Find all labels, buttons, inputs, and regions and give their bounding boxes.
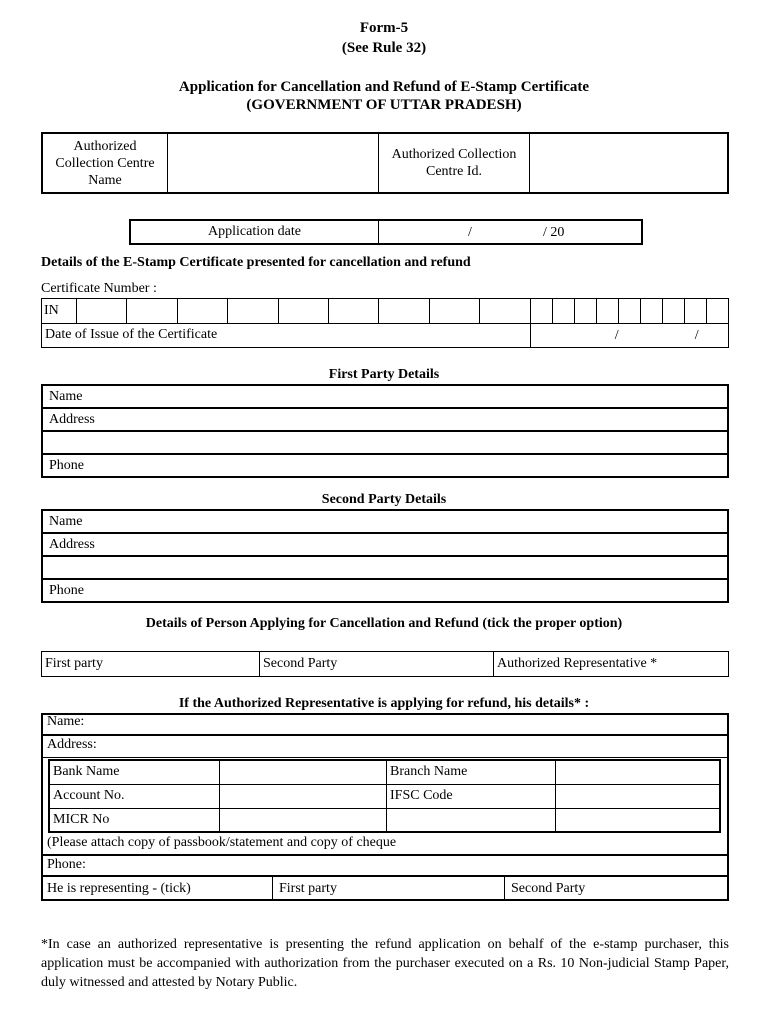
micr-label: MICR No [49, 808, 220, 832]
first-party-name[interactable]: Name [42, 385, 728, 408]
account-no-label: Account No. [49, 784, 220, 808]
cert-digit-box[interactable] [480, 299, 531, 324]
footnote: *In case an authorized representative is presenting the refund application on behalf of the e-stamp purchaser, this application must be accompanied with authorization from the purchaser executed on a Rs. 10 Non-judicial Stamp Paper, duly witnessed and attested by Notary Public. [41, 937, 729, 990]
bank-name-label: Bank Name [49, 760, 220, 784]
centre-id-field[interactable] [530, 133, 729, 193]
cert-digit-box[interactable] [640, 299, 662, 324]
cert-digit-box[interactable] [77, 299, 127, 324]
application-date-year: / 20 [543, 225, 565, 240]
cert-digit-box[interactable] [127, 299, 177, 324]
issue-date-label: Date of Issue of the Certificate [42, 323, 531, 348]
applicant-option-first-party[interactable]: First party [42, 652, 260, 677]
micr-extra-field[interactable] [387, 808, 556, 832]
ifsc-label: IFSC Code [387, 784, 556, 808]
cert-digit-box[interactable] [328, 299, 378, 324]
centre-name-label: Authorized Collection Centre Name [42, 133, 168, 193]
rule-reference: (See Rule 32) [341, 40, 427, 56]
second-party-title: Second Party Details [321, 492, 447, 507]
cert-digit-box[interactable] [662, 299, 684, 324]
cert-digit-box[interactable] [429, 299, 479, 324]
first-party-address[interactable]: Address [42, 408, 728, 431]
attach-note: (Please attach copy of passbook/statement and copy of cheque [41, 834, 729, 856]
representing-table [41, 877, 729, 901]
cert-digit-box[interactable] [379, 299, 429, 324]
second-party-table [41, 509, 729, 603]
first-party-title: First Party Details [328, 367, 440, 382]
first-party-phone[interactable]: Phone [42, 454, 728, 477]
centre-id-label: Authorized Collection Centre Id. [379, 133, 530, 193]
cert-digit-box[interactable] [552, 299, 574, 324]
ifsc-field[interactable] [556, 784, 721, 808]
representing-option-first-party[interactable]: First party [273, 877, 505, 901]
first-party-table [41, 384, 729, 478]
application-date-sep: / [468, 225, 472, 240]
branch-name-field[interactable] [556, 760, 721, 784]
form-number: Form-5 [359, 20, 409, 36]
issue-date-sep-1: / [614, 327, 619, 343]
cert-digit-box[interactable] [574, 299, 596, 324]
bank-name-field[interactable] [220, 760, 387, 784]
applicant-options-table [41, 651, 729, 677]
representing-label: He is representing - (tick) [41, 877, 273, 901]
representing-option-second-party[interactable]: Second Party [511, 881, 586, 896]
cert-digit-box[interactable] [706, 299, 728, 324]
form-title: Application for Cancellation and Refund of E-Stamp Certificate [178, 79, 590, 95]
applicant-option-second-party[interactable]: Second Party [260, 652, 494, 677]
second-party-address[interactable]: Address [42, 533, 728, 556]
application-date-label: Application date [130, 220, 379, 244]
applicant-section-title: Details of Person Applying for Cancellation and Refund (tick the proper option) [145, 616, 623, 631]
application-date-table [129, 219, 643, 245]
collection-centre-table [41, 132, 729, 194]
rep-address-field[interactable]: Address: [41, 736, 729, 758]
centre-name-field[interactable] [168, 133, 379, 193]
second-party-name[interactable]: Name [42, 510, 728, 533]
certificate-number-grid [41, 298, 729, 348]
rep-section-title: If the Authorized Representative is applying for refund, his details* : [178, 696, 590, 711]
first-party-address-line-2[interactable] [42, 431, 728, 454]
rep-phone-field[interactable]: Phone: [41, 856, 729, 877]
cert-digit-box[interactable] [684, 299, 706, 324]
cert-digit-box[interactable] [596, 299, 618, 324]
micr-extra-field-2[interactable] [556, 808, 721, 832]
application-date-field[interactable] [379, 220, 643, 244]
certificate-number-label: Certificate Number : [41, 281, 157, 296]
second-party-address-line-2[interactable] [42, 556, 728, 579]
form-subtitle: (GOVERNMENT OF UTTAR PRADESH) [246, 97, 522, 113]
second-party-phone[interactable]: Phone [42, 579, 728, 602]
cert-digit-box[interactable] [278, 299, 328, 324]
issue-date-field[interactable] [530, 323, 728, 348]
cert-digit-box[interactable] [228, 299, 278, 324]
cert-digit-box[interactable] [177, 299, 227, 324]
account-no-field[interactable] [220, 784, 387, 808]
cert-digit-box[interactable] [530, 299, 552, 324]
branch-name-label: Branch Name [387, 760, 556, 784]
applicant-option-authorized-rep[interactable]: Authorized Representative * [494, 652, 729, 677]
certificate-section-title: Details of the E-Stamp Certificate presented for cancellation and refund [41, 255, 471, 270]
bank-details-table [48, 759, 721, 833]
certificate-prefix: IN [42, 299, 77, 324]
issue-date-sep-2: / [694, 327, 699, 343]
micr-field[interactable] [220, 808, 387, 832]
cert-digit-box[interactable] [618, 299, 640, 324]
rep-name-field[interactable]: Name: [41, 713, 729, 736]
